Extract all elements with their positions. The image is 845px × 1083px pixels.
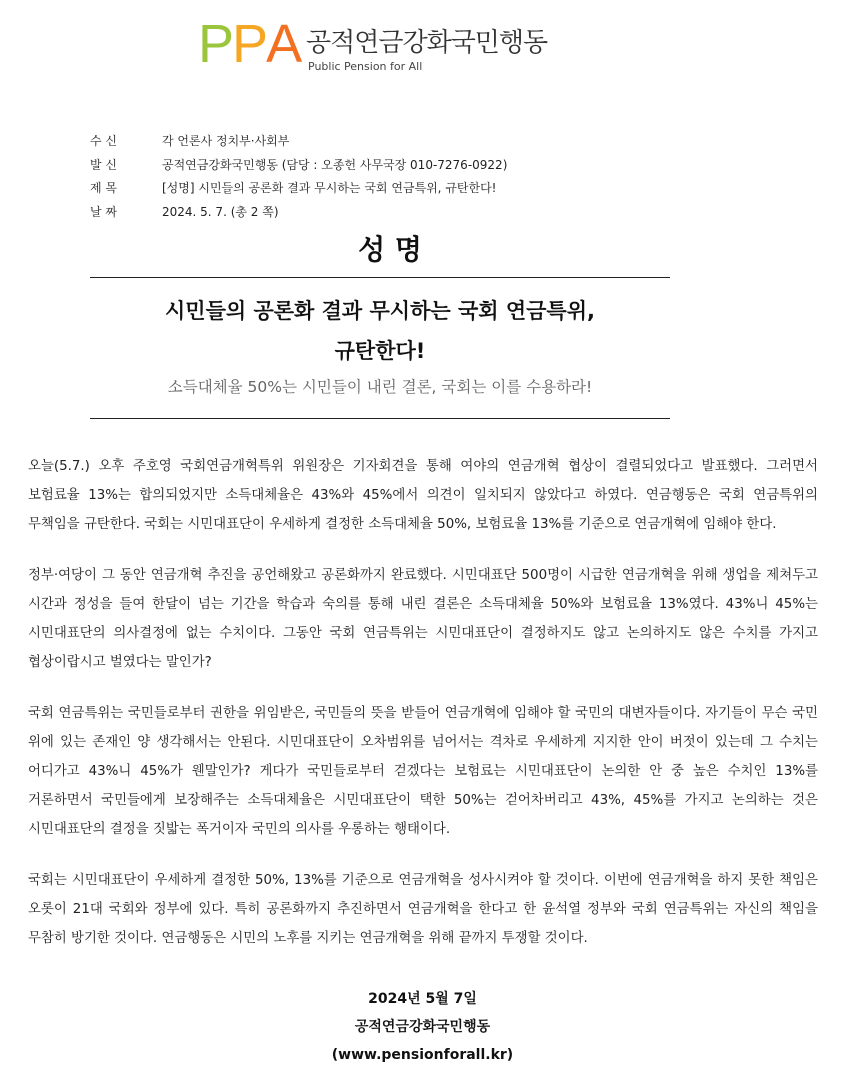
- headline-line-1: 시민들의 공론화 결과 무시하는 국회 연금특위,: [165, 299, 595, 323]
- signature-org: 공적연금강화국민행동: [354, 1019, 491, 1035]
- meta-value: 2024. 5. 7. (총 2 쪽): [162, 204, 279, 219]
- meta-row-date: [90, 201, 710, 225]
- logo-org-name: 공적연금강화국민행동: [306, 28, 548, 58]
- body-paragraph: 국회 연금특위는 국민들로부터 권한을 위임받은, 국민들의 뜻을 받들어 연금개혁에 임해야 할 국민의 대변자들이다. 자기들이 무슨 국민 위에 있는 존재인 양 생각해서는 안된다. 시민대표단이 오차범위를 넘어서는 격차로 우세하게 지지한 안이 버젓이 있는데 그 수치는 어디가고 43%니 45%가 웬말인가? 게다가 국민들로부터 걷겠다는 보험료는 시민대표단이 논의한 안 중 높은 수치인 13%를 거론하면서 국민들에게 보장해주는 소득대체율은 시민대표단이 택한 50%는 걷어차버리고 43%, 45%를 가지고 논의하는 것은 시민대표단의 결정을 짓밟는 폭거이자 국민의 의사를 우롱하는 행태이다.: [28, 706, 818, 837]
- meta-row-recipient: [90, 130, 710, 154]
- meta-label: 수 신: [90, 134, 117, 148]
- logo-tagline: Public Pension for All: [308, 60, 423, 73]
- document-title: 성 명: [358, 233, 422, 266]
- headline-subtitle: 소득대체율 50%는 시민들이 내린 결론, 국회는 이를 수용하라!: [167, 378, 593, 396]
- meta-label: 발 신: [90, 157, 117, 172]
- meta-label: 날 짜: [90, 204, 117, 219]
- statement-body: [28, 452, 818, 975]
- ppa-logo-mark: [198, 16, 300, 72]
- title-divider-top: [90, 277, 670, 278]
- meta-value: 각 언론사 정치부·사회부: [162, 134, 290, 148]
- body-paragraph: 국회는 시민대표단이 우세하게 결정한 50%, 13%를 기준으로 연금개혁을 성사시켜야 할 것이다. 이번에 연금개혁을 하지 못한 책임은 오롯이 21대 국회와 정부에 있다. 특히 공론화까지 추진하면서 연금개혁을 한다고 한 윤석열 정부와 국회 연금특위는 자신의 책임을 무참히 방기한 것이다. 연금행동은 시민의 노후를 지키는 연금개혁을 위해 끝까지 투쟁할 것이다.: [28, 873, 818, 946]
- title-divider-bottom: [90, 418, 670, 419]
- signature-website: (www.pensionforall.kr): [331, 1047, 514, 1063]
- headline-line-2: 규탄한다!: [334, 339, 426, 363]
- meta-value: 공적연금강화국민행동 (담당 : 오종헌 사무국장 010-7276-0922): [162, 157, 508, 172]
- meta-label: 제 목: [90, 181, 117, 195]
- meta-row-subject: [90, 177, 710, 201]
- meta-value: [성명] 시민들의 공론화 결과 무시하는 국회 연금특위, 규탄한다!: [162, 181, 497, 195]
- logo-letter-p1: P: [198, 14, 233, 74]
- signature-date: 2024년 5월 7일: [368, 991, 477, 1007]
- meta-row-sender: [90, 154, 710, 178]
- logo-letter-a: A: [266, 14, 301, 74]
- body-paragraph: 정부·여당이 그 동안 연금개혁 추진을 공언해왔고 공론화까지 완료했다. 시민대표단 500명이 시급한 연금개혁을 위해 생업을 제쳐두고 시간과 정성을 들여 한달이 넘는 기간을 학습과 숙의를 통해 내린 결론은 소득대체율 50%와 보험료율 13%였다. 43%니 45%는 시민대표단의 의사결정에 없는 수치이다. 그동안 국회 연금특위는 시민대표단이 결정하지도 않고 논의하지도 않은 수치를 가지고 협상이랍시고 벌였다는 말인가?: [28, 568, 818, 670]
- logo-letter-p2: P: [232, 14, 267, 74]
- document-meta: [90, 130, 710, 224]
- body-paragraph: 오늘(5.7.) 오후 주호영 국회연금개혁특위 위원장은 기자회견을 통해 여야의 연금개혁 협상이 결렬되었다고 발표했다. 그러면서 보험료율 13%는 합의되었지만 소득대체율은 43%와 45%에서 의견이 일치되지 않았다고 하였다. 연금행동은 국회 연금특위의 무책임을 규탄한다. 국회는 시민대표단이 우세하게 결정한 소득대체율 50%, 보험료율 13%를 기준으로 연금개혁에 임해야 한다.: [28, 459, 818, 532]
